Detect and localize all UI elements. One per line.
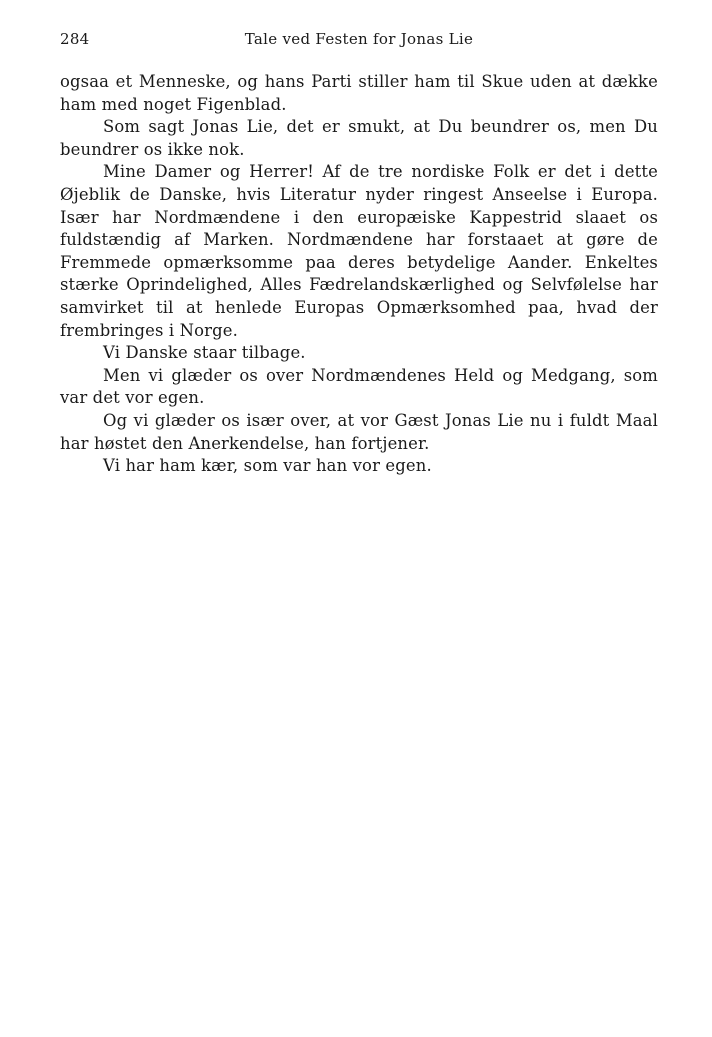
paragraph: Men vi glæder os over Nordmændenes Held og Medgang, som var det vor egen. bbox=[60, 365, 658, 408]
paragraph: Vi har ham kær, som var han vor egen. bbox=[103, 456, 432, 476]
paragraph: Mine Damer og Herrer! Af de tre nordiske Folk er det i dette Øjeblik de Danske, hvis Literatur nyder ringest Anseelse i Europa. Især har Nordmændene i den europæiske Kappestrid slaaet os fuldstændig af Marken. Nordmændene har forstaaet at gøre de Fremmede opmærksomme paa deres betydelige Aander. Enkeltes stærke Oprindelighed, Alles Fædrelandskærlighed og Selvfølelse har samvirket til at henlede Europas Opmærksomhed paa, hvad der frembringes i Norge. bbox=[60, 162, 658, 340]
paragraph: Vi Danske staar tilbage. bbox=[103, 343, 306, 363]
paragraph: Og vi glæder os især over, at vor Gæst Jonas Lie nu i fuldt Maal har høstet den Anerkendelse, han fortjener. bbox=[60, 410, 658, 453]
page-number: 284 bbox=[60, 30, 90, 48]
body-text bbox=[60, 71, 658, 478]
paragraph: Som sagt Jonas Lie, det er smukt, at Du beundrer os, men Du beundrer os ikke nok. bbox=[60, 117, 658, 159]
page-header bbox=[60, 30, 658, 52]
paragraph: ogsaa et Menneske, og hans Parti stiller ham til Skue uden at dække ham med noget Figenblad. bbox=[60, 72, 658, 114]
running-title: Tale ved Festen for Jonas Lie bbox=[244, 30, 474, 48]
